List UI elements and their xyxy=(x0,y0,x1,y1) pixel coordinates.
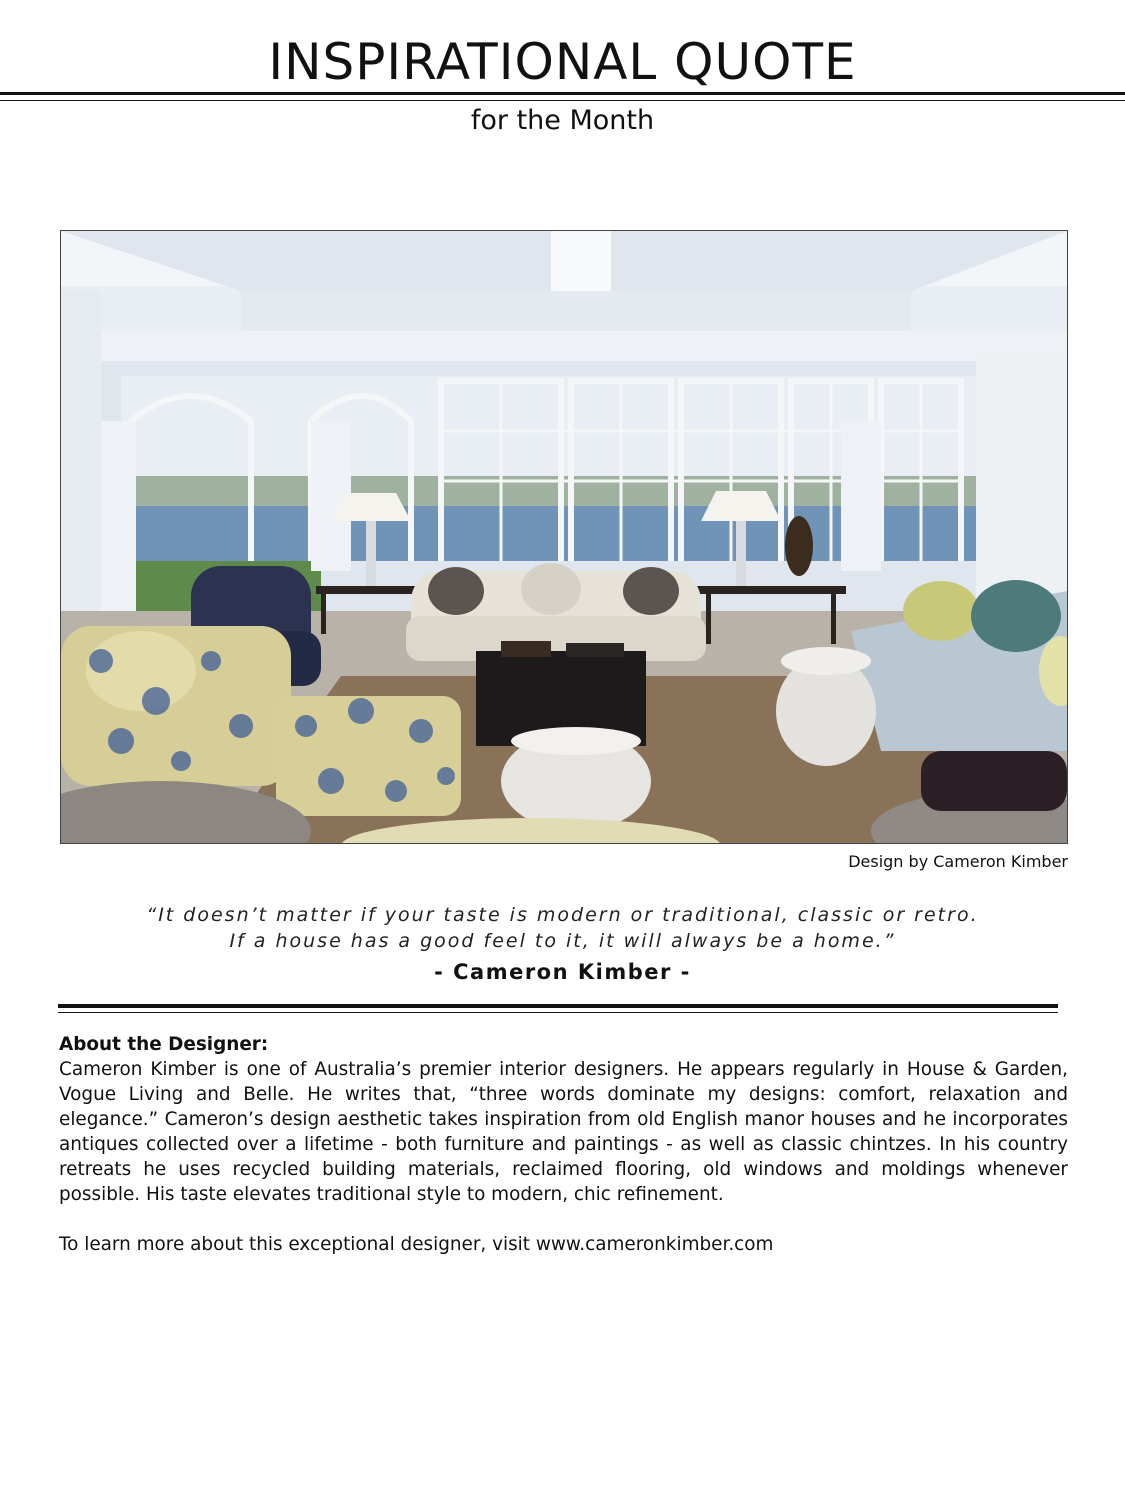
about-body: Cameron Kimber is one of Australia’s premier interior designers. He appears regularly in House & Garden, Vogue Living and Belle. He writes that, “three words dominate my designs: comfort, relaxation and elegance.” Cameron’s design aesthetic takes inspiration from old English manor houses and he incorporates antiques collected over a lifetime - both furniture and paintings - as well as classic chintzes. In his country retreats he uses recycled building materials, reclaimed flooring, old windows and moldings whenever possible. His taste elevates traditional style to modern, chic refinement. xyxy=(59,1059,1068,1205)
header-rule-thin xyxy=(0,100,1125,101)
page-subtitle: for the Month xyxy=(470,105,655,136)
page-title: INSPIRATIONAL QUOTE xyxy=(268,33,857,91)
section-rule-thin xyxy=(58,1012,1058,1013)
section-rule-thick xyxy=(58,1004,1058,1008)
quote-line-1: “It doesn’t matter if your taste is modern or traditional, classic or retro. xyxy=(146,904,979,926)
living-room-photo xyxy=(60,230,1068,844)
about-heading: About the Designer: xyxy=(59,1034,269,1055)
quote-author: - Cameron Kimber - xyxy=(434,960,691,984)
photo-credit: Design by Cameron Kimber xyxy=(848,852,1068,871)
header-rule-thick xyxy=(0,92,1125,95)
quote-text xyxy=(0,902,1125,954)
quote-line-2: If a house has a good feel to it, it will always be a home.” xyxy=(229,930,896,952)
about-website-line[interactable]: To learn more about this exceptional designer, visit www.cameronkimber.com xyxy=(59,1234,774,1255)
about-section xyxy=(59,1032,1068,1257)
